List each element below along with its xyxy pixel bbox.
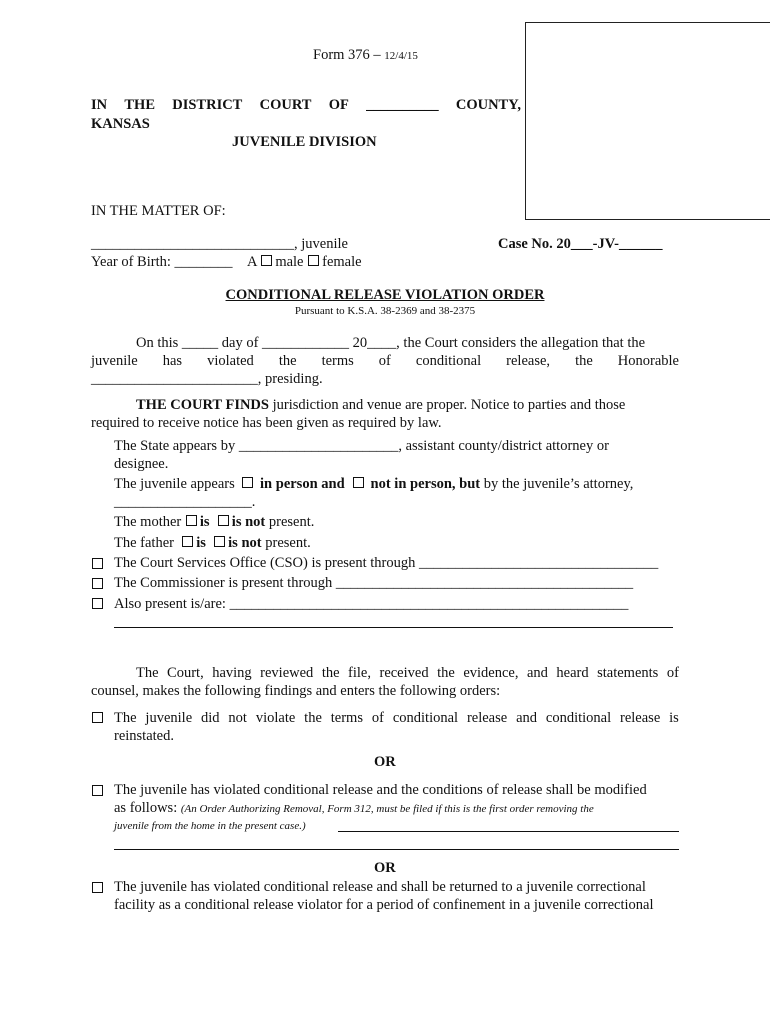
or-separator-2: OR [374, 860, 396, 876]
removal-order-note: (An Order Authorizing Removal, Form 312, must be filed if this is the first order removing the [180, 803, 594, 815]
no-violation-word: and [516, 710, 538, 726]
father-is-checkbox[interactable] [182, 536, 193, 547]
intro-line-2 [91, 353, 679, 370]
attorney-name-line: ___________________. [114, 494, 256, 510]
mother-present-label: present. [268, 514, 315, 530]
female-checkbox[interactable] [308, 255, 319, 266]
findings-line-2: required to receive notice has been given as required by law. [91, 415, 442, 431]
father-is-not-checkbox[interactable] [214, 536, 225, 547]
commissioner-checkbox[interactable] [92, 578, 103, 589]
no-violation-word: not [228, 710, 247, 726]
no-violation-word: juvenile [145, 710, 193, 726]
modification-line-1[interactable] [338, 831, 679, 832]
mother-is-not-checkbox[interactable] [218, 515, 229, 526]
intro-word: the [575, 353, 593, 369]
orders-intro-word: the [437, 665, 455, 681]
orders-intro-word: reviewed [260, 665, 314, 681]
return-to-facility-checkbox[interactable] [92, 882, 103, 893]
no-violation-word: violate [255, 710, 296, 726]
father-line [114, 535, 311, 552]
state-appears-line: The State appears by ______________________, assistant county/district attorney or [114, 438, 609, 454]
modified-conditions-line-2 [114, 800, 594, 817]
order-subtitle: Pursuant to K.S.A. 38-2369 and 38-2375 [294, 305, 476, 317]
court-line-word: OF [328, 97, 349, 113]
father-label: The father [114, 535, 174, 551]
order-title-text: CONDITIONAL RELEASE VIOLATION ORDER [225, 287, 545, 303]
findings-line-1 [136, 397, 625, 414]
juvenile-name-line: ____________________________, juvenile [91, 236, 348, 252]
no-violation-checkbox[interactable] [92, 712, 103, 723]
intro-word: of [378, 353, 391, 369]
no-violation-word: The [114, 710, 137, 726]
orders-intro-word: received [379, 665, 429, 681]
intro-word: terms [321, 353, 354, 369]
division-title: JUVENILE DIVISION [232, 134, 377, 150]
court-line-word: IN [91, 97, 108, 113]
mother-is-not-label: is not [231, 514, 266, 530]
modification-line-2[interactable] [114, 849, 679, 850]
orders-intro-word: Court, [167, 665, 204, 681]
cso-checkbox[interactable] [92, 558, 103, 569]
not-in-person-checkbox[interactable] [353, 477, 364, 488]
state-appears-line-2: designee. [114, 456, 169, 472]
no-violation-word: release [466, 710, 508, 726]
modified-conditions-line-1: The juvenile has violated conditional release and the conditions of release shall be modified [114, 782, 647, 798]
juvenile-appears-line [114, 476, 633, 493]
also-present-line: Also present is/are: _______________________________________________________ [114, 596, 629, 612]
form-date: 12/4/15 [384, 50, 418, 62]
juvenile-appears-label: The juvenile appears [114, 476, 235, 492]
court-line-word: __________ [366, 97, 439, 113]
court-line-word: COUNTY, [455, 97, 521, 113]
court-line-word: DISTRICT [172, 97, 243, 113]
male-label: male [275, 254, 304, 270]
no-violation-word: did [201, 710, 220, 726]
mother-is-checkbox[interactable] [186, 515, 197, 526]
orders-intro-word: of [666, 665, 679, 681]
return-to-facility-line-1: The juvenile has violated conditional release and shall be returned to a juvenile correctional [114, 879, 646, 895]
male-checkbox[interactable] [261, 255, 272, 266]
return-to-facility-line-2: facility as a conditional release violator for a period of confinement in a juvenile correctional [114, 897, 654, 913]
findings-text: jurisdiction and venue are proper. Notice to parties and those [268, 397, 626, 413]
father-is-not-label: is not [228, 535, 262, 551]
year-of-birth-row [91, 254, 362, 271]
mother-line [114, 514, 314, 531]
orders-intro-word: file, [348, 665, 371, 681]
no-violation-word: release [620, 710, 661, 726]
no-violation-word: is [669, 710, 679, 726]
orders-intro-word: and [526, 665, 548, 681]
modified-conditions-checkbox[interactable] [92, 785, 103, 796]
commissioner-line: The Commissioner is present through _________________________________________ [114, 575, 634, 591]
no-violation-word: terms [330, 710, 363, 726]
no-violation-line-1 [114, 710, 679, 727]
orders-intro-word: The [136, 665, 159, 681]
orders-intro-line-1 [136, 665, 679, 682]
case-number: Case No. 20___-JV-______ [498, 236, 663, 252]
cso-line: The Court Services Office (CSO) is present through _________________________________ [114, 555, 659, 571]
mother-label: The mother [114, 514, 182, 530]
order-title [0, 287, 770, 304]
orders-intro-word: the [321, 665, 340, 681]
intro-word: release, [506, 353, 551, 369]
intro-line-3: _______________________, presiding. [91, 371, 323, 387]
or-separator-1: OR [374, 754, 396, 770]
matter-label: IN THE MATTER OF: [91, 203, 226, 219]
in-person-label: in person and [260, 476, 345, 492]
intro-word: conditional [415, 353, 482, 369]
orders-intro-word: evidence, [463, 665, 519, 681]
orders-intro-word: statements [597, 665, 659, 681]
intro-line-1: On this _____ day of ____________ 20____, the Court considers the allegation that the [136, 335, 646, 351]
intro-word: the [278, 353, 297, 369]
form-number [313, 47, 418, 64]
court-line-word: COURT [259, 97, 312, 113]
mother-is-label: is [199, 514, 210, 530]
attorney-label: by the juvenile’s attorney, [483, 476, 634, 492]
also-present-extra-line[interactable] [114, 627, 673, 628]
no-violation-word: the [304, 710, 322, 726]
intro-word: Honorable [617, 353, 679, 369]
intro-word: juvenile [91, 353, 138, 369]
father-present-label: present. [265, 535, 311, 551]
court-line-word: THE [124, 97, 155, 113]
state-name: KANSAS [91, 116, 150, 132]
no-violation-line-2: reinstated. [114, 728, 174, 744]
year-of-birth: Year of Birth: ________ [91, 254, 233, 270]
orders-intro-line-2: counsel, makes the following findings and enters the following orders: [91, 683, 501, 699]
intro-word: has [162, 353, 183, 369]
female-label: female [322, 254, 362, 270]
as-follows-label: as follows: [114, 800, 178, 816]
no-violation-word: conditional [545, 710, 612, 726]
intro-word: violated [207, 353, 254, 369]
father-is-label: is [196, 535, 206, 551]
no-violation-word: conditional [392, 710, 459, 726]
court-line [91, 97, 521, 114]
court-finds-heading: THE COURT FINDS [136, 397, 269, 413]
no-violation-word: of [371, 710, 384, 726]
orders-intro-word: having [212, 665, 252, 681]
form-label: Form 376 – [313, 47, 381, 63]
removal-order-note-2: juvenile from the home in the present case.) [114, 820, 306, 832]
sex-prefix: A [247, 254, 257, 270]
also-present-checkbox[interactable] [92, 598, 103, 609]
clerk-filing-box [525, 22, 770, 220]
not-in-person-label: not in person, but [370, 476, 481, 492]
orders-intro-word: heard [556, 665, 589, 681]
in-person-checkbox[interactable] [242, 477, 253, 488]
